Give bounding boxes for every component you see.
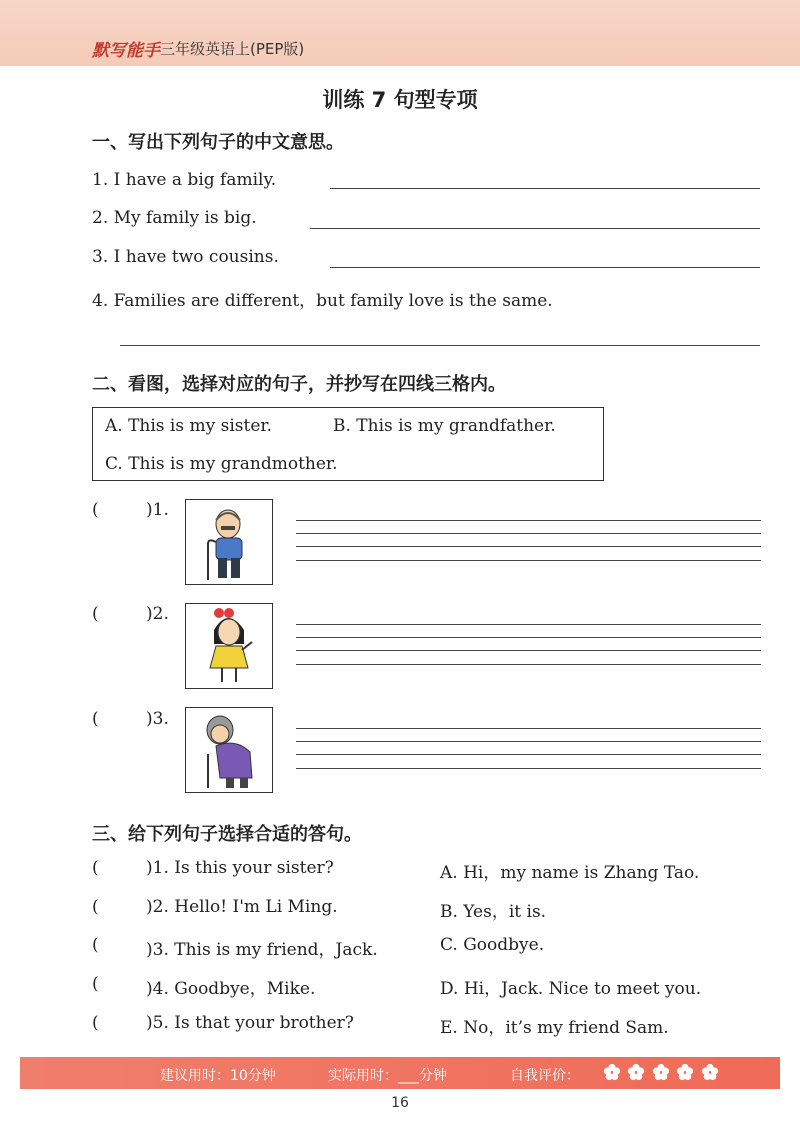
flower-icon [676, 1063, 694, 1081]
s2-writing-lines-1[interactable] [296, 520, 761, 564]
option-a: A. This is my sister. [105, 416, 273, 436]
s2-paren-2[interactable]: ( [92, 604, 99, 624]
options-box [92, 407, 604, 481]
s2-writing-lines-2[interactable] [296, 624, 761, 668]
sister-picture [185, 603, 273, 689]
grandfather-picture [185, 499, 273, 585]
flower-icon [603, 1063, 621, 1081]
s2-paren-1[interactable]: ( [92, 500, 99, 520]
s2-number-2: )2. [146, 604, 169, 624]
s3-answer-c: C. Goodbye. [440, 935, 545, 955]
s3-answer-e: E. No，it’s my friend Sam. [440, 1018, 669, 1038]
s1-question-2: 2. My family is big. [92, 208, 257, 228]
option-c: C. This is my grandmother. [105, 454, 338, 474]
footer-bar [20, 1057, 780, 1089]
s1-question-4: 4. Families are different，but family love is the same. [92, 291, 553, 311]
s3-paren-3[interactable]: ( [92, 935, 99, 955]
s3-question-5: )5. Is that your brother? [146, 1013, 354, 1033]
actual-time: 实际用时：___分钟 [328, 1068, 447, 1084]
section2-heading: 二、看图，选择对应的句子，并抄写在四线三格内。 [92, 374, 506, 395]
brand-logo-text: 默写能手 [92, 41, 160, 61]
s1-answer-line-4[interactable] [120, 345, 760, 346]
s1-question-3: 3. I have two cousins. [92, 247, 279, 267]
s3-question-1: )1. Is this your sister? [146, 858, 334, 878]
s1-answer-line-2[interactable] [310, 228, 760, 229]
header-band [0, 0, 800, 66]
s3-answer-b: B. Yes，it is. [440, 902, 547, 922]
suggested-time: 建议用时：10分钟 [160, 1068, 276, 1084]
self-eval-label: 自我评价： [510, 1068, 580, 1084]
s3-answer-a: A. Hi，my name is Zhang Tao. [440, 863, 700, 883]
s3-paren-5[interactable]: ( [92, 1013, 99, 1033]
s3-question-2: )2. Hello! I'm Li Ming. [146, 897, 338, 917]
s3-paren-1[interactable]: ( [92, 858, 99, 878]
s3-question-3: )3. This is my friend，Jack. [146, 940, 378, 960]
s1-answer-line-1[interactable] [330, 188, 760, 189]
option-b: B. This is my grandfather. [333, 416, 556, 436]
section3-heading: 三、给下列句子选择合适的答句。 [92, 824, 362, 845]
flower-icon [627, 1063, 645, 1081]
flower-icon [652, 1063, 670, 1081]
rating-stars[interactable] [603, 1063, 721, 1085]
book-subtitle: 三年级英语上(PEP版) [160, 40, 305, 58]
s2-number-3: )3. [146, 709, 169, 729]
page-number: 16 [391, 1095, 409, 1111]
page-title: 训练 7 句型专项 [322, 88, 478, 112]
s3-answer-d: D. Hi，Jack. Nice to meet you. [440, 979, 702, 999]
s1-answer-line-3[interactable] [330, 267, 760, 268]
s2-number-1: )1. [146, 500, 169, 520]
s2-paren-3[interactable]: ( [92, 709, 99, 729]
s3-paren-4[interactable]: ( [92, 974, 99, 994]
s2-writing-lines-3[interactable] [296, 728, 761, 772]
s3-question-4: )4. Goodbye，Mike. [146, 979, 316, 999]
grandmother-picture [185, 707, 273, 793]
s3-paren-2[interactable]: ( [92, 897, 99, 917]
s1-question-1: 1. I have a big family. [92, 170, 277, 190]
flower-icon [701, 1063, 719, 1081]
section1-heading: 一、写出下列句子的中文意思。 [92, 132, 344, 153]
